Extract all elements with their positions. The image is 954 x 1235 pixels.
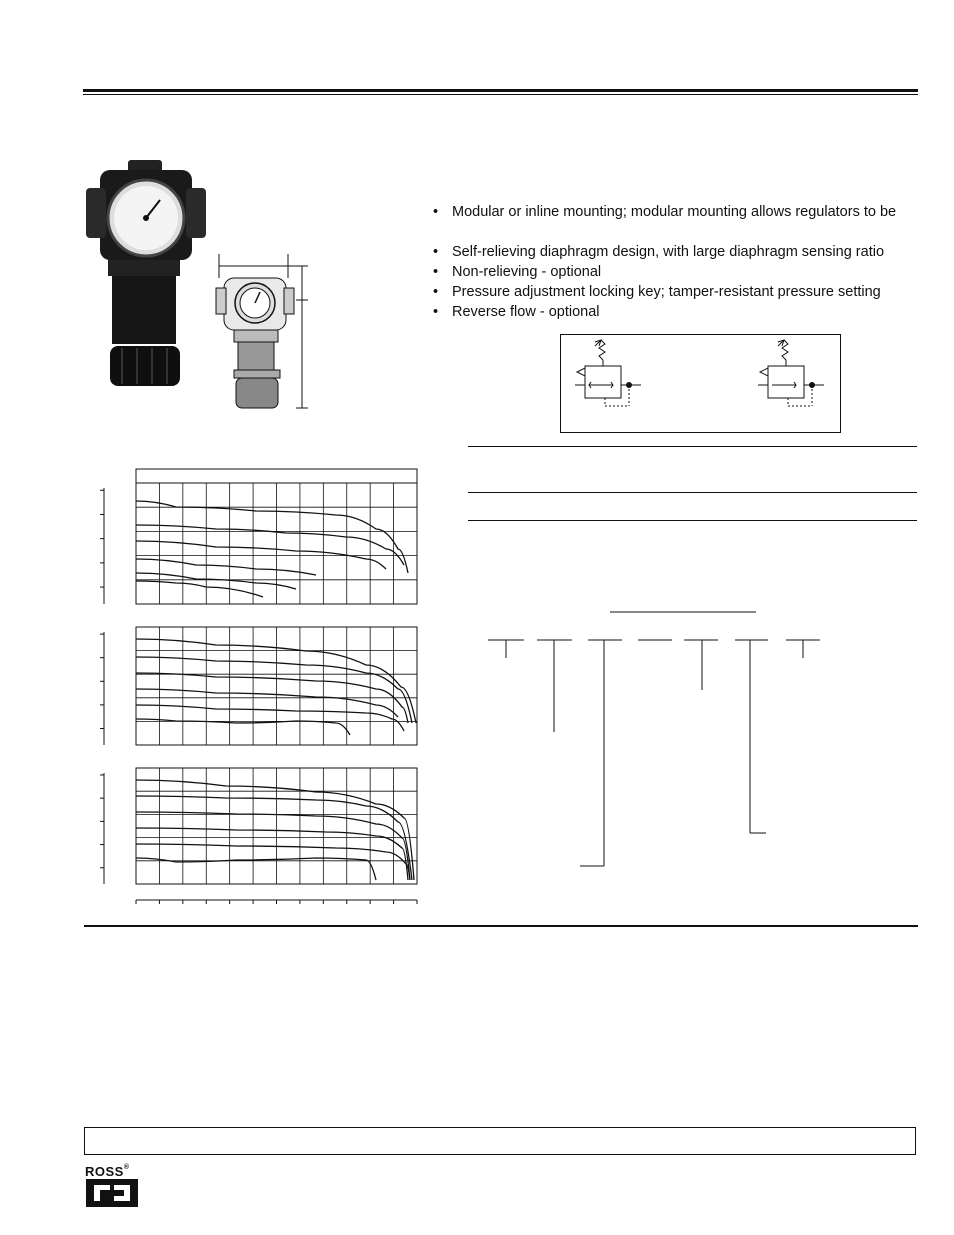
feature-item: • Reverse flow - optional xyxy=(433,302,923,322)
flow-graph-1 xyxy=(98,466,418,606)
ross-logo-text: ROSS® xyxy=(85,1164,130,1179)
section-rule xyxy=(468,446,917,447)
feature-item: • Non-relieving - optional xyxy=(433,262,923,282)
flow-curve xyxy=(136,858,376,880)
flow-curve xyxy=(136,541,386,569)
flow-curve xyxy=(136,705,404,731)
section-rule xyxy=(468,492,917,493)
ross-logo-mark xyxy=(86,1179,138,1207)
feature-item: • Self-relieving diaphragm design, with large diaphragm sensing ratio xyxy=(433,242,923,262)
flow-curve xyxy=(136,559,316,575)
flow-graph-3 xyxy=(98,765,418,910)
flow-curve xyxy=(136,581,263,597)
header-rule-thin xyxy=(83,94,918,95)
ordering-key-diagram xyxy=(486,608,826,878)
footer-rule xyxy=(84,925,918,927)
feature-list xyxy=(433,202,923,322)
feature-item: • Pressure adjustment locking key; tamper-resistant pressure setting xyxy=(433,282,923,302)
section-rule xyxy=(468,520,917,521)
regulator-product-photo xyxy=(82,158,212,398)
flow-curve xyxy=(136,573,296,589)
regulator-symbol-non-relieving xyxy=(758,338,838,418)
feature-item: • Modular or inline mounting; modular mounting allows regulators to be xyxy=(433,202,923,222)
header-rule-thick xyxy=(83,89,918,92)
footer-box xyxy=(84,1127,916,1155)
flow-curve xyxy=(136,828,408,880)
regulator-dimension-drawing xyxy=(212,248,322,418)
flow-graph-2 xyxy=(98,624,418,749)
regulator-symbol-self-relieving xyxy=(575,338,655,418)
